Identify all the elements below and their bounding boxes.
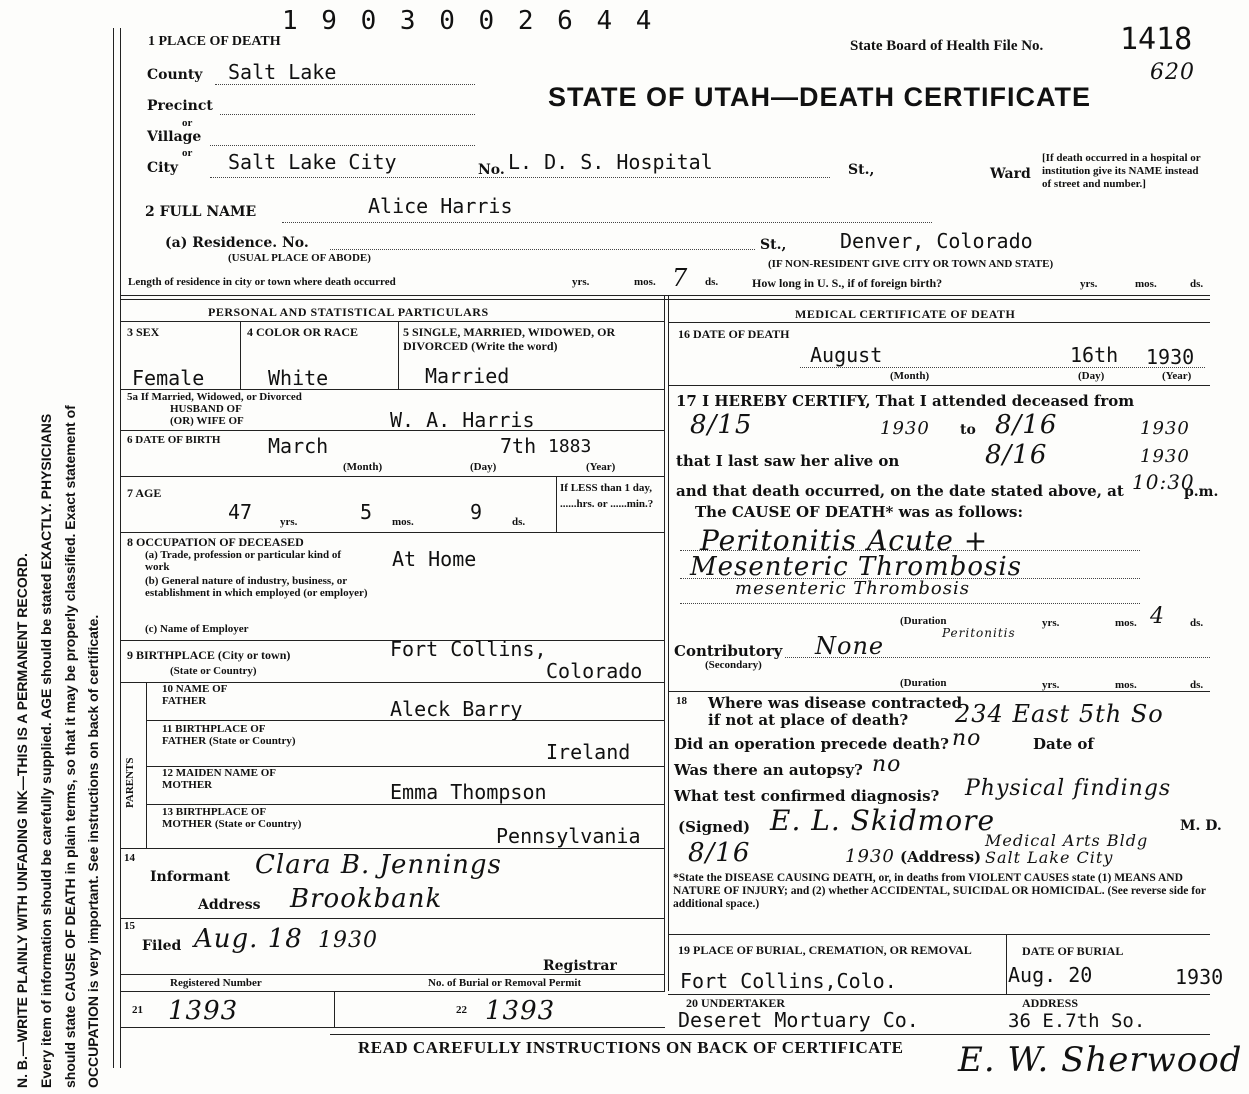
row-line-10 xyxy=(120,848,665,849)
age-mos-label: mos. xyxy=(392,516,414,528)
mother-birthplace-label: 13 BIRTHPLACE OF MOTHER (State or Country) xyxy=(162,806,302,830)
birthplace-label: 9 BIRTHPLACE (City or town) xyxy=(127,648,291,662)
length-yrs: yrs. xyxy=(572,276,590,288)
row-line-4 xyxy=(120,532,665,533)
undertaker-name: Deseret Mortuary Co. xyxy=(678,1008,919,1032)
secondary-label: (Secondary) xyxy=(705,659,762,671)
residence-line xyxy=(330,249,755,250)
usual-place-caption: (USUAL PLACE OF ABODE) xyxy=(228,252,371,264)
informant-number: 14 xyxy=(124,852,135,864)
file-no-label: State Board of Health File No. xyxy=(850,38,1044,54)
dob-year: 1883 xyxy=(548,436,592,457)
reg-no-prefix: 21 xyxy=(132,1004,143,1016)
birthplace-state: Colorado xyxy=(546,659,643,683)
mother-name-label: 12 MAIDEN NAME OF MOTHER xyxy=(162,767,276,791)
precinct-label: Precinct xyxy=(147,98,213,114)
parents-divider xyxy=(146,682,147,848)
duration2-yrs: yrs. xyxy=(1042,679,1060,691)
color-label: 4 COLOR OR RACE xyxy=(247,325,359,339)
informant-signature: Clara B. Jennings xyxy=(255,850,502,880)
dob-day: 7th xyxy=(500,434,537,458)
death-month-caption: (Month) xyxy=(890,370,930,382)
burial-date: Aug. 20 xyxy=(1008,963,1093,987)
side-instruction-4: OCCUPATION is very important. See instructions on back of certificate. xyxy=(85,614,101,1088)
name-line xyxy=(282,222,932,223)
medical-line-2 xyxy=(668,691,1210,692)
filed-number: 15 xyxy=(124,920,135,932)
length-days-value: 7 xyxy=(672,264,689,292)
sex-color-divider xyxy=(240,321,241,389)
undertaker-label: 20 UNDERTAKER xyxy=(686,996,786,1010)
death-day-caption: (Day) xyxy=(1078,370,1105,382)
or-label-1: or xyxy=(182,117,193,129)
side-instruction-1: N. B.—WRITE PLAINLY WITH UNFADING INK—THIS IS A PERMANENT RECORD. xyxy=(14,553,30,1088)
how-long-yrs: yrs. xyxy=(1080,278,1098,290)
attended-from-year: 1930 xyxy=(880,418,930,439)
cause-label: The CAUSE OF DEATH* was as follows: xyxy=(695,503,1024,521)
reg-divider xyxy=(334,991,335,1027)
spouse-label-3: (OR) WIFE OF xyxy=(170,415,244,427)
residence-st-label: St., xyxy=(760,237,787,253)
burial-permit-number: 1393 xyxy=(485,996,556,1026)
registrar-signature: E. W. Sherwood xyxy=(958,1040,1243,1080)
age-label: 7 AGE xyxy=(127,486,162,500)
cause-line-3-rule xyxy=(680,603,1140,604)
burial-place-label: 19 PLACE OF BURIAL, CREMATION, OR REMOVAL xyxy=(678,943,972,957)
attended-from: 8/15 xyxy=(690,410,753,440)
occupation-value: At Home xyxy=(392,547,477,571)
contracted-label: Where was disease contracted if not at place of death? xyxy=(708,694,963,729)
father-name-label: 10 NAME OF FATHER xyxy=(162,683,227,707)
informant-address: Brookbank xyxy=(290,884,443,914)
certificate-title: STATE OF UTAH—DEATH CERTIFICATE xyxy=(548,82,1091,112)
mother-birthplace: Pennsylvania xyxy=(496,824,641,848)
death-year-caption: (Year) xyxy=(1162,370,1192,382)
cause-line-3: mesenteric Thrombosis xyxy=(735,578,970,599)
length-residence-label: Length of residence in city or town where death occurred xyxy=(128,276,396,288)
duration-ds: ds. xyxy=(1190,617,1204,629)
to-label: to xyxy=(960,422,976,438)
less-than-label: If LESS than 1 day, ......hrs. or ......min.? xyxy=(560,482,654,510)
duration-yrs: yrs. xyxy=(1042,617,1060,629)
death-day: 16th xyxy=(1070,343,1119,367)
personal-section-title: PERSONAL AND STATISTICAL PARTICULARS xyxy=(208,305,489,319)
death-occurred-label: and that death occurred, on the date stated above, at xyxy=(676,482,1124,500)
duration2-ds: ds. xyxy=(1190,679,1204,691)
serial-number: 1 9 0 3 0 0 2 6 4 4 xyxy=(282,6,656,36)
physician-signature: E. L. Skidmore xyxy=(770,804,996,837)
village-label: Village xyxy=(147,129,202,145)
cause-line-1: Peritonitis Acute + xyxy=(700,524,989,557)
undertaker-address-label: ADDRESS xyxy=(1022,996,1079,1010)
cause-line-2: Mesenteric Thrombosis xyxy=(690,552,1023,582)
medical-line-3 xyxy=(668,934,1210,935)
test-value: Physical findings xyxy=(965,776,1172,801)
duration-label: (Duration xyxy=(900,615,947,627)
birthplace-state-label: (State or Country) xyxy=(170,665,257,677)
medical-section-title: MEDICAL CERTIFICATE OF DEATH xyxy=(795,307,1016,321)
father-birthplace-label: 11 BIRTHPLACE OF FATHER (State or Country) xyxy=(162,723,296,747)
place-of-death-label: 1 PLACE OF DEATH xyxy=(148,34,281,49)
informant-label: Informant xyxy=(150,869,230,885)
contributory-value: None xyxy=(815,632,885,660)
physician-address-label: (Address) xyxy=(900,848,982,866)
father-birthplace: Ireland xyxy=(546,740,631,764)
length-mos: mos. xyxy=(634,276,656,288)
village-line xyxy=(210,145,475,146)
death-time: 10:30 xyxy=(1132,470,1195,494)
or-label-2: or xyxy=(182,147,193,159)
informant-address-label: Address xyxy=(198,897,261,913)
personal-title-line xyxy=(120,321,665,322)
autopsy-label: Was there an autopsy? xyxy=(674,761,863,779)
duration2-label: (Duration xyxy=(900,677,947,689)
burial-permit-label: No. of Burial or Removal Permit xyxy=(428,977,582,989)
row-line-14 xyxy=(120,1027,665,1028)
age-yrs-label: yrs. xyxy=(280,516,298,528)
burial-divider xyxy=(1006,934,1007,994)
spouse-label-1: 5a If Married, Widowed, or Divorced xyxy=(127,391,302,403)
dob-month: March xyxy=(268,434,329,458)
residence-label: (a) Residence. No. xyxy=(165,235,309,251)
age-years: 47 xyxy=(228,500,253,524)
marital-value: Married xyxy=(425,364,510,388)
file-no: 1418 xyxy=(1120,22,1193,57)
file-no-extra: 620 xyxy=(1150,60,1195,85)
parents-label: PARENTS xyxy=(124,757,136,808)
city-line xyxy=(210,177,830,178)
row-line-7 xyxy=(146,720,665,721)
occupation-label: 8 OCCUPATION OF DECEASED xyxy=(127,535,304,549)
left-border-outer xyxy=(113,28,114,1068)
occupation-a-label: (a) Trade, profession or particular kind of work xyxy=(145,549,342,573)
duration-note: Peritonitis xyxy=(942,626,1016,640)
medical-line-1 xyxy=(668,385,1210,386)
occupation-b-label: (b) General nature of industry, business, or establishment in which employed (or employer) xyxy=(145,575,368,599)
last-saw-label: that I last saw her alive on xyxy=(676,452,900,470)
age-less-divider xyxy=(556,476,557,532)
date-of-label: Date of xyxy=(1033,735,1094,753)
dob-day-caption: (Day) xyxy=(470,461,497,473)
row-line-9 xyxy=(146,804,665,805)
color-value: White xyxy=(268,366,329,390)
burial-no-prefix: 22 xyxy=(456,1004,467,1016)
county-line xyxy=(215,84,475,85)
father-name: Aleck Barry xyxy=(390,697,523,721)
cause-footnote: *State the DISEASE CAUSING DEATH, or, in deaths from VIOLENT CAUSES state (1) MEANS AND NATURE OF INJURY; and (2) whether ACCIDENTAL, SUICIDAL OR HOMICIDAL. (See reverse side for additional space.) xyxy=(673,872,1206,910)
how-long-mos: mos. xyxy=(1135,278,1157,290)
duration-value: 4 xyxy=(1150,604,1165,629)
medical-line-4 xyxy=(668,994,1210,995)
hospital-note: [If death occurred in a hospital or institution give its NAME instead of street and number.] xyxy=(1042,152,1201,190)
md-label: M. D. xyxy=(1180,818,1222,834)
side-instruction-3: should state CAUSE OF DEATH in plain terms, so that it may be properly classified. Exact statement of xyxy=(62,405,78,1088)
hospital-value: L. D. S. Hospital xyxy=(508,150,713,174)
marital-label: 5 SINGLE, MARRIED, WIDOWED, OR DIVORCED (Write the word) xyxy=(403,325,616,353)
medical-title-line xyxy=(668,322,1210,323)
signed-year: 1930 xyxy=(845,846,895,867)
full-name-value: Alice Harris xyxy=(368,194,513,218)
dob-label: 6 DATE OF BIRTH xyxy=(127,434,221,446)
physician-address: Medical Arts Bldg Salt Lake City xyxy=(985,831,1149,867)
contracted-value: 234 East 5th So xyxy=(955,700,1164,728)
header-divider xyxy=(120,295,1210,296)
precinct-line xyxy=(220,114,475,115)
signed-date: 8/16 xyxy=(688,838,751,868)
row-line-11 xyxy=(120,918,665,919)
row-line-1 xyxy=(120,389,665,390)
cause-line-1-rule xyxy=(680,550,1140,551)
age-days: 9 xyxy=(470,500,483,524)
date-of-death-label: 16 DATE OF DEATH xyxy=(678,327,790,341)
last-saw-year: 1930 xyxy=(1140,446,1190,467)
length-ds: ds. xyxy=(705,276,719,288)
signed-label: (Signed) xyxy=(678,818,751,836)
occupation-c-label: (c) Name of Employer xyxy=(145,623,249,635)
death-date-line xyxy=(800,367,1205,368)
how-long-ds: ds. xyxy=(1190,278,1204,290)
test-label: What test confirmed diagnosis? xyxy=(674,787,940,805)
center-divider-2 xyxy=(668,296,669,991)
street-label: St., xyxy=(848,162,875,178)
county-label: County xyxy=(147,67,203,83)
duration-mos: mos. xyxy=(1115,617,1137,629)
contributory-label: Contributory xyxy=(674,642,783,660)
age-ds-label: ds. xyxy=(512,516,526,528)
ward-label: Ward xyxy=(990,166,1031,182)
nonresident-caption: (IF NON-RESIDENT GIVE CITY OR TOWN AND STATE) xyxy=(768,258,1054,270)
operation-label: Did an operation precede death? xyxy=(674,735,949,753)
time-pm: p.m. xyxy=(1184,484,1219,500)
city-label: City xyxy=(147,160,179,176)
last-saw-date: 8/16 xyxy=(985,440,1048,470)
row-line-2 xyxy=(120,430,665,431)
left-border xyxy=(120,28,121,1068)
how-long-label: How long in U. S., if of foreign birth? xyxy=(752,276,943,290)
row-line-12 xyxy=(120,974,665,975)
contracted-number: 18 xyxy=(676,695,687,707)
dob-year-caption: (Year) xyxy=(586,461,616,473)
registered-number-label: Registered Number xyxy=(170,977,262,989)
side-instruction-2: Every item of information should be carefully supplied. AGE should be stated EXACTLY. PHYSICIANS xyxy=(38,413,54,1088)
residence-value: Denver, Colorado xyxy=(840,229,1033,253)
burial-year: 1930 xyxy=(1175,965,1224,989)
burial-place: Fort Collins,Colo. xyxy=(680,969,897,993)
medical-line-5 xyxy=(330,1034,1210,1035)
death-month: August xyxy=(810,343,883,367)
duration2-mos: mos. xyxy=(1115,679,1137,691)
undertaker-address: 36 E.7th So. xyxy=(1008,1010,1146,1032)
registrar-label: Registrar xyxy=(543,958,617,974)
sex-value: Female xyxy=(132,366,205,390)
filed-year: 1930 xyxy=(318,928,378,953)
autopsy-value: no xyxy=(872,752,902,777)
mother-name: Emma Thompson xyxy=(390,780,547,804)
spouse-label-2: HUSBAND OF xyxy=(170,403,242,415)
filed-label: Filed xyxy=(142,938,182,954)
registered-number: 1393 xyxy=(168,996,239,1026)
dob-month-caption: (Month) xyxy=(343,461,383,473)
age-months: 5 xyxy=(360,500,373,524)
color-marital-divider xyxy=(398,321,399,389)
burial-date-label: DATE OF BURIAL xyxy=(1022,944,1124,958)
county-value: Salt Lake xyxy=(228,60,337,84)
certify-label: 17 I HEREBY CERTIFY, That I attended deceased from xyxy=(676,392,1135,410)
contributory-rule xyxy=(785,657,1210,658)
spouse-value: W. A. Harris xyxy=(390,408,535,432)
sex-label: 3 SEX xyxy=(127,325,160,339)
header-divider-2 xyxy=(120,299,1210,300)
row-line-13 xyxy=(120,991,665,992)
center-divider xyxy=(664,296,665,991)
attended-to: 8/16 xyxy=(995,410,1058,440)
attended-to-year: 1930 xyxy=(1140,418,1190,439)
city-value: Salt Lake City xyxy=(228,150,397,174)
no-label: No. xyxy=(478,162,505,178)
instructions-footer: READ CAREFULLY INSTRUCTIONS ON BACK OF CERTIFICATE xyxy=(358,1038,904,1057)
operation-value: no xyxy=(952,726,982,751)
full-name-label: 2 FULL NAME xyxy=(145,204,257,220)
filed-date: Aug. 18 xyxy=(194,924,303,954)
birthplace-city: Fort Collins, xyxy=(390,637,547,661)
death-year: 1930 xyxy=(1146,345,1195,369)
row-line-3 xyxy=(120,476,665,477)
